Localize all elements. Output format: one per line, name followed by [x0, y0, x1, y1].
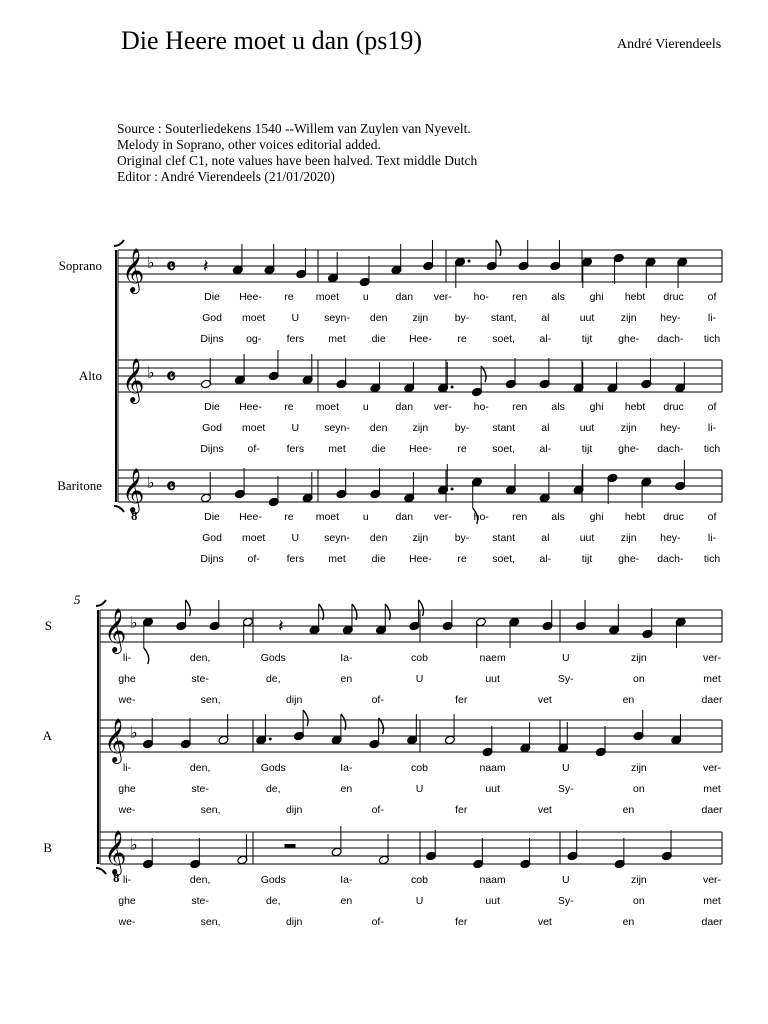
lyric-syllable: uut	[485, 895, 500, 907]
lyric-syllable: uut	[579, 532, 595, 544]
lyric-syllable: Hee-	[239, 291, 262, 303]
lyric-syllable: moet	[241, 312, 266, 324]
lyric-syllable: U	[415, 895, 424, 907]
voice-label: Baritone	[57, 478, 102, 493]
lyric-syllable: dan	[395, 511, 414, 523]
lyric-syllable: en	[340, 895, 353, 907]
lyric-syllable: fer	[455, 916, 468, 928]
lyric-syllable: met	[328, 443, 346, 455]
lyric-syllable: uut	[485, 783, 500, 795]
lyric-syllable: en	[622, 916, 635, 928]
treble-clef-icon: 𝄞	[104, 830, 127, 874]
treble-clef-icon: 𝄞	[122, 468, 145, 512]
lyric-syllable: fers	[286, 443, 305, 455]
lyric-syllable: vet	[537, 694, 552, 706]
augmentation-dot	[451, 488, 454, 491]
lyric-syllable: ren	[512, 291, 528, 303]
lyric-syllable: fers	[286, 553, 305, 565]
lyric-syllable: als	[551, 401, 565, 413]
lyric-syllable: re	[284, 291, 294, 303]
lyric-syllable: of-	[371, 694, 384, 706]
flat-icon: ♭	[130, 835, 138, 854]
augmentation-dot	[451, 386, 454, 389]
lyric-syllable: die	[371, 443, 386, 455]
quarter-rest-icon: 𝄽	[203, 256, 209, 277]
lyric-syllable: vet	[537, 804, 552, 816]
lyric-syllable: moet	[241, 422, 266, 434]
treble-clef-icon: 𝄞	[122, 358, 145, 402]
lyric-syllable: Ia-	[340, 652, 353, 664]
lyric-syllable: U	[561, 762, 570, 774]
lyric-syllable: tich	[703, 443, 721, 455]
lyric-syllable: als	[551, 291, 565, 303]
eighth-flag	[496, 240, 501, 256]
lyric-syllable: ho-	[473, 291, 489, 303]
lyric-syllable: uut	[485, 673, 500, 685]
lyric-syllable: of-	[371, 916, 384, 928]
treble-clef-icon: 𝄞	[122, 248, 145, 292]
lyric-syllable: li-	[707, 312, 717, 324]
lyric-syllable: U	[291, 422, 300, 434]
treble-clef-icon: 𝄞	[104, 718, 127, 762]
lyric-syllable: Ia-	[340, 874, 353, 886]
lyric-syllable: cob	[411, 652, 428, 664]
lyric-syllable: druc	[663, 401, 684, 413]
lyric-syllable: al	[541, 532, 550, 544]
lyric-syllable: U	[415, 783, 424, 795]
lyric-syllable: on	[633, 673, 645, 685]
time-signature: 𝄴	[166, 254, 176, 280]
lyric-syllable: met	[703, 895, 721, 907]
lyric-syllable: moet	[315, 291, 340, 303]
lyric-syllable: ghe	[118, 783, 136, 795]
lyric-syllable: de,	[265, 673, 281, 685]
lyric-syllable: re	[284, 401, 294, 413]
lyric-syllable: U	[561, 652, 570, 664]
lyric-syllable: re	[457, 443, 467, 455]
lyric-syllable: we-	[118, 916, 136, 928]
lyric-syllable: tijt	[581, 443, 593, 455]
lyric-syllable: of	[707, 401, 717, 413]
lyric-syllable: soet,	[492, 553, 516, 565]
lyric-syllable: we-	[118, 804, 136, 816]
lyric-syllable: of-	[247, 553, 260, 565]
lyric-syllable: hey-	[660, 532, 681, 544]
lyric-syllable: Sy-	[557, 673, 574, 685]
lyric-syllable: zijn	[412, 422, 429, 434]
lyric-syllable: de,	[265, 895, 281, 907]
lyric-syllable: Hee-	[239, 511, 262, 523]
lyric-syllable: ghe-	[618, 333, 640, 345]
lyric-syllable: Dijns	[200, 333, 224, 345]
time-signature: 𝄴	[166, 364, 176, 390]
lyric-syllable: ghi	[589, 511, 604, 523]
lyric-syllable: U	[291, 532, 300, 544]
lyric-syllable: ste-	[191, 895, 209, 907]
lyric-syllable: als	[551, 511, 565, 523]
lyric-syllable: ver-	[702, 652, 722, 664]
lyric-syllable: ste-	[191, 673, 209, 685]
lyric-syllable: God	[202, 312, 222, 324]
lyric-syllable: Hee-	[408, 553, 432, 565]
lyric-syllable: li-	[122, 874, 132, 886]
lyric-syllable: zijn	[630, 874, 647, 886]
lyric-syllable: ho-	[473, 511, 489, 523]
flat-icon: ♭	[147, 253, 155, 272]
lyric-syllable: den,	[189, 762, 211, 774]
lyric-syllable: by-	[454, 532, 470, 544]
lyric-syllable: U	[291, 312, 300, 324]
lyric-syllable: ghe-	[618, 553, 640, 565]
quarter-rest-icon: 𝄽	[278, 616, 284, 637]
lyric-syllable: ghi	[589, 291, 604, 303]
flat-icon: ♭	[130, 723, 138, 742]
lyric-syllable: Hee-	[239, 401, 262, 413]
treble-clef-icon: 𝄞	[104, 608, 127, 652]
lyric-syllable: fer	[455, 694, 468, 706]
lyric-syllable: Dijns	[200, 553, 224, 565]
lyric-syllable: li-	[122, 652, 132, 664]
lyric-syllable: soet,	[492, 333, 516, 345]
lyric-syllable: tijt	[581, 553, 593, 565]
lyric-syllable: zijn	[620, 422, 637, 434]
lyric-syllable: al	[541, 422, 550, 434]
lyric-syllable: ver-	[433, 511, 452, 523]
lyric-syllable: God	[202, 422, 222, 434]
lyric-syllable: met	[703, 673, 721, 685]
lyric-syllable: seyn-	[324, 532, 350, 544]
lyric-syllable: Die	[204, 511, 220, 523]
lyric-syllable: U	[561, 874, 570, 886]
lyric-syllable: re	[284, 511, 294, 523]
lyric-syllable: zijn	[620, 532, 637, 544]
lyric-syllable: U	[415, 673, 424, 685]
lyric-syllable: hebt	[624, 511, 646, 523]
lyric-syllable: tijt	[581, 333, 593, 345]
voice-label: Alto	[78, 368, 102, 383]
voice-label: A	[42, 728, 52, 743]
lyric-syllable: daer	[701, 916, 723, 928]
note-line: Melody in Soprano, other voices editorial added.	[117, 137, 381, 152]
lyric-syllable: cob	[411, 762, 428, 774]
lyric-syllable: seyn-	[324, 422, 350, 434]
lyric-syllable: stant	[492, 532, 516, 544]
lyric-syllable: og-	[246, 333, 262, 345]
lyric-syllable: zijn	[412, 312, 429, 324]
lyric-syllable: li-	[122, 762, 132, 774]
lyric-syllable: met	[328, 553, 346, 565]
lyric-syllable: den,	[189, 874, 211, 886]
lyric-syllable: fers	[286, 333, 305, 345]
lyric-syllable: Hee-	[408, 333, 432, 345]
lyric-syllable: den	[369, 422, 388, 434]
page-title: Die Heere moet u dan (ps19)	[121, 26, 423, 55]
lyric-syllable: naam	[479, 874, 506, 886]
lyric-syllable: hebt	[624, 291, 646, 303]
lyric-syllable: Sy-	[557, 783, 574, 795]
lyric-syllable: dach-	[657, 553, 684, 565]
lyric-syllable: cob	[411, 874, 428, 886]
lyric-syllable: ghe-	[618, 443, 640, 455]
lyric-syllable: moet	[241, 532, 266, 544]
note-line: Source : Souterliedekens 1540 --Willem van Zuylen van Nyevelt.	[117, 121, 471, 136]
lyric-syllable: sen,	[200, 804, 221, 816]
lyric-syllable: u	[362, 291, 369, 303]
lyric-syllable: ver-	[433, 401, 452, 413]
lyric-syllable: by-	[454, 312, 470, 324]
lyric-syllable: li-	[707, 532, 717, 544]
voice-label: Soprano	[58, 258, 102, 273]
lyric-syllable: hey-	[660, 422, 681, 434]
lyric-syllable: ver-	[433, 291, 452, 303]
lyric-syllable: u	[362, 401, 369, 413]
lyric-syllable: of	[707, 291, 717, 303]
flat-icon: ♭	[147, 473, 155, 492]
lyric-syllable: ren	[512, 401, 528, 413]
bracket-hook	[114, 240, 124, 246]
lyric-syllable: Die	[204, 291, 220, 303]
lyric-syllable: li-	[707, 422, 717, 434]
lyric-syllable: ghe	[118, 895, 136, 907]
lyric-syllable: druc	[663, 511, 684, 523]
lyric-syllable: al-	[539, 553, 552, 565]
lyric-syllable: daer	[701, 804, 723, 816]
lyric-syllable: Gods	[260, 874, 286, 886]
lyric-syllable: Ia-	[340, 762, 353, 774]
lyric-syllable: of	[707, 511, 717, 523]
lyric-syllable: die	[371, 553, 386, 565]
eighth-flag	[144, 648, 149, 664]
voice-label: S	[44, 618, 52, 633]
voice-label: B	[43, 840, 52, 855]
lyric-syllable: en	[340, 673, 353, 685]
lyric-syllable: met	[328, 333, 346, 345]
lyric-syllable: moet	[315, 401, 340, 413]
augmentation-dot	[269, 738, 272, 741]
lyric-syllable: druc	[663, 291, 684, 303]
lyric-syllable: zijn	[630, 762, 647, 774]
lyric-syllable: al-	[539, 443, 552, 455]
lyric-syllable: dan	[395, 401, 414, 413]
lyric-syllable: sen,	[200, 916, 221, 928]
eighth-flag	[419, 600, 424, 616]
lyric-syllable: of-	[371, 804, 384, 816]
lyric-syllable: ste-	[191, 783, 209, 795]
flat-icon: ♭	[147, 363, 155, 382]
lyric-syllable: dijn	[285, 694, 303, 706]
lyric-syllable: sen,	[200, 694, 221, 706]
lyric-syllable: vet	[537, 916, 552, 928]
lyric-syllable: by-	[454, 422, 470, 434]
lyric-syllable: dach-	[657, 443, 684, 455]
lyric-syllable: zijn	[620, 312, 637, 324]
half-rest-icon	[285, 844, 296, 848]
lyric-syllable: zijn	[412, 532, 429, 544]
lyric-syllable: re	[457, 333, 467, 345]
note-line: Original clef C1, note values have been halved. Text middle Dutch	[117, 153, 478, 168]
lyric-syllable: we-	[118, 694, 136, 706]
lyric-syllable: met	[703, 783, 721, 795]
lyric-syllable: dach-	[657, 333, 684, 345]
composer-name: André Vierendeels	[617, 37, 722, 52]
lyric-syllable: al	[541, 312, 550, 324]
octave-mark: 8	[131, 508, 138, 523]
octave-mark: 8	[113, 870, 120, 885]
lyric-syllable: u	[362, 511, 369, 523]
lyric-syllable: en	[622, 804, 635, 816]
lyric-syllable: ghe	[118, 673, 136, 685]
lyric-syllable: en	[622, 694, 635, 706]
augmentation-dot	[468, 260, 471, 263]
lyric-syllable: re	[457, 553, 467, 565]
flat-icon: ♭	[130, 613, 138, 632]
lyric-syllable: Dijns	[200, 443, 224, 455]
lyric-syllable: hebt	[624, 401, 646, 413]
eighth-flag	[303, 710, 308, 726]
lyric-syllable: stant	[492, 422, 516, 434]
bracket-hook	[96, 600, 106, 606]
lyric-syllable: dan	[395, 291, 414, 303]
lyric-syllable: seyn-	[324, 312, 350, 324]
lyric-syllable: on	[633, 783, 645, 795]
lyric-syllable: die	[371, 333, 386, 345]
lyric-syllable: tich	[703, 553, 721, 565]
lyric-syllable: uut	[579, 312, 595, 324]
lyric-syllable: fer	[455, 804, 468, 816]
lyric-syllable: moet	[315, 511, 340, 523]
note-line: Editor : André Vierendeels (21/01/2020)	[117, 169, 335, 184]
lyric-syllable: stant,	[490, 312, 517, 324]
lyric-syllable: Sy-	[557, 895, 574, 907]
lyric-syllable: den	[369, 312, 388, 324]
lyric-syllable: dijn	[285, 916, 303, 928]
lyric-syllable: ren	[512, 511, 528, 523]
lyric-syllable: Die	[204, 401, 220, 413]
time-signature: 𝄴	[166, 474, 176, 500]
lyric-syllable: tich	[703, 333, 721, 345]
lyric-syllable: den	[369, 532, 388, 544]
lyric-syllable: ver-	[702, 874, 722, 886]
eighth-flag	[185, 600, 190, 616]
lyric-syllable: Gods	[260, 652, 286, 664]
lyric-syllable: Gods	[260, 762, 286, 774]
lyric-syllable: al-	[539, 333, 552, 345]
lyric-syllable: ver-	[702, 762, 722, 774]
lyric-syllable: daer	[701, 694, 723, 706]
lyric-syllable: hey-	[660, 312, 681, 324]
lyric-syllable: zijn	[630, 652, 647, 664]
lyric-syllable: naam	[479, 762, 506, 774]
lyric-syllable: ho-	[473, 401, 489, 413]
lyric-syllable: ghi	[589, 401, 604, 413]
lyric-syllable: soet,	[492, 443, 516, 455]
lyric-syllable: den,	[189, 652, 211, 664]
lyric-syllable: of-	[247, 443, 260, 455]
measure-number: 5	[74, 592, 81, 607]
lyric-syllable: de,	[265, 783, 281, 795]
lyric-syllable: God	[202, 532, 222, 544]
lyric-syllable: Hee-	[408, 443, 432, 455]
lyric-syllable: uut	[579, 422, 595, 434]
lyric-syllable: on	[633, 895, 645, 907]
lyric-syllable: naem	[479, 652, 506, 664]
lyric-syllable: en	[340, 783, 353, 795]
lyric-syllable: dijn	[285, 804, 303, 816]
